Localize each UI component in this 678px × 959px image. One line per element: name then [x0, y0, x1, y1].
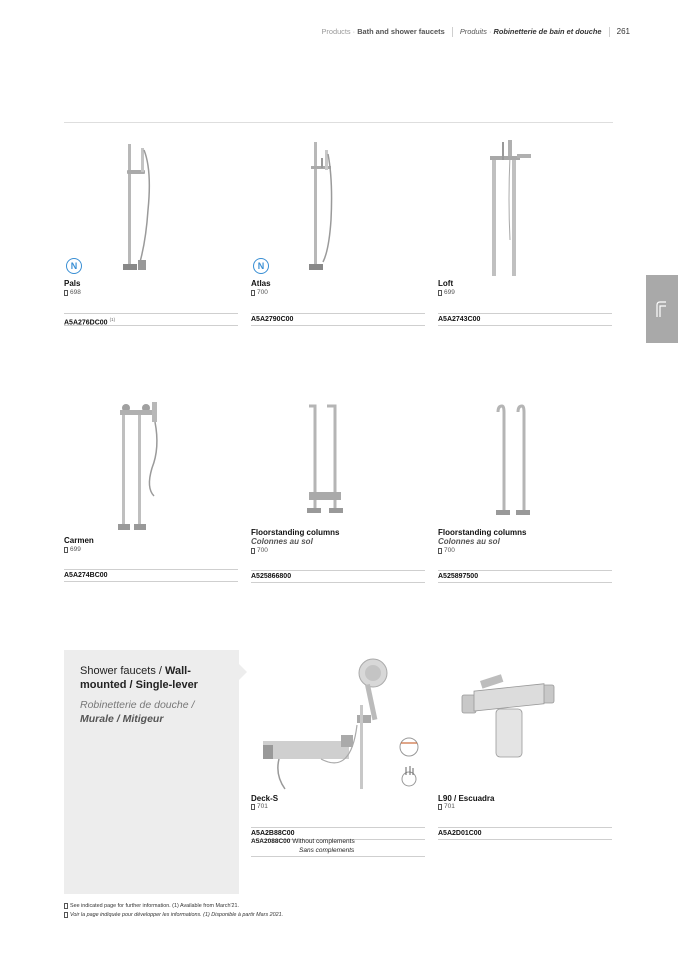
page-ref-icon [64, 912, 68, 918]
product-code-row [64, 313, 238, 326]
product-name: Pals [64, 279, 81, 288]
product-name: Carmen [64, 536, 94, 545]
product-name: Loft [438, 279, 454, 288]
product-code: A5A276DC00 [64, 319, 108, 327]
product-subtitle: Colonnes au sol [438, 537, 500, 546]
top-divider [64, 122, 613, 123]
page-ref-icon [251, 290, 255, 296]
page-ref-icon [438, 804, 442, 810]
product-code-row [438, 570, 612, 583]
page-ref: 698 [64, 289, 81, 296]
product-code-row [64, 569, 238, 582]
product-code: A525866800 [251, 573, 292, 580]
footnote-mark: (1) [109, 317, 116, 322]
floor-columns-image [303, 398, 347, 518]
section-title-en: Shower faucets / Wall- mounted / Single-lever [80, 665, 198, 691]
breadcrumb-en-1: Products [321, 27, 351, 36]
product-code-row [438, 827, 612, 840]
product-code-2: A5A2088C00 [251, 838, 291, 845]
page-header: Products · Bath and shower faucets Produits · Robinetterie de bain et douche 261 [321, 27, 630, 36]
product-code-row [251, 570, 425, 583]
atlas-faucet-image [299, 140, 349, 275]
breadcrumb-fr-2: Robinetterie de bain et douche [493, 27, 602, 36]
product-name: Floorstanding columns [438, 528, 527, 537]
page-ref: 700 [251, 289, 268, 296]
page-ref: 701 [438, 803, 455, 810]
deck-s-shower-image [261, 655, 431, 793]
page-ref: 699 [64, 546, 81, 553]
footnote-en: See indicated page for further information. (1) Available from March'21. [64, 903, 239, 909]
product-code: A5A2D01C00 [438, 830, 482, 837]
product-code: A5A2B88C00 [251, 830, 295, 837]
faucet-tab-icon [652, 299, 672, 319]
product-name: Floorstanding columns [251, 528, 340, 537]
breadcrumb-en-2: Bath and shower faucets [357, 27, 445, 36]
loft-faucet-image [484, 140, 536, 278]
breadcrumb-fr-1: Produits [459, 27, 487, 36]
page-ref-icon [438, 290, 442, 296]
new-badge: N [66, 258, 82, 274]
page-ref-icon [64, 547, 68, 553]
product-name: L90 / Escuadra [438, 794, 495, 803]
product-code: A5A2790C00 [251, 316, 294, 323]
carmen-faucet-image [114, 398, 170, 534]
product-code-row [438, 313, 612, 326]
section-title-box [64, 650, 239, 894]
product-name: Atlas [251, 279, 271, 288]
code-2-note-fr: Sans complements [299, 847, 355, 854]
page-ref: 699 [438, 289, 455, 296]
footnote-fr: Voir la page indiquée pour développer les informations. (1) Disponible à partir Mars 2021. [64, 912, 283, 918]
floor-columns-image [490, 398, 534, 518]
pals-faucet-image [114, 140, 164, 275]
page-ref: 700 [438, 547, 455, 554]
product-subtitle: Colonnes au sol [251, 537, 313, 546]
page-number: 261 [616, 27, 630, 36]
page-ref-icon [64, 290, 68, 296]
product-code: A5A274BC00 [64, 572, 108, 579]
l90-faucet-image [456, 655, 566, 765]
product-code-row [251, 313, 425, 326]
code-2-note-en: Without complements [292, 838, 355, 845]
new-badge: N [253, 258, 269, 274]
product-code: A5A2743C00 [438, 316, 481, 323]
product-code: A525897500 [438, 573, 479, 580]
page-ref-icon [251, 804, 255, 810]
product-name: Deck-S [251, 794, 279, 803]
section-side-tab[interactable] [646, 275, 678, 343]
section-title-fr: Robinetterie de douche / Murale / Mitigeur [80, 699, 195, 725]
page-ref-icon [251, 548, 255, 554]
product-code-row-2 [251, 838, 425, 845]
page-ref-icon [64, 903, 68, 909]
page-ref: 701 [251, 803, 268, 810]
page-ref-icon [438, 548, 442, 554]
page-ref: 700 [251, 547, 268, 554]
